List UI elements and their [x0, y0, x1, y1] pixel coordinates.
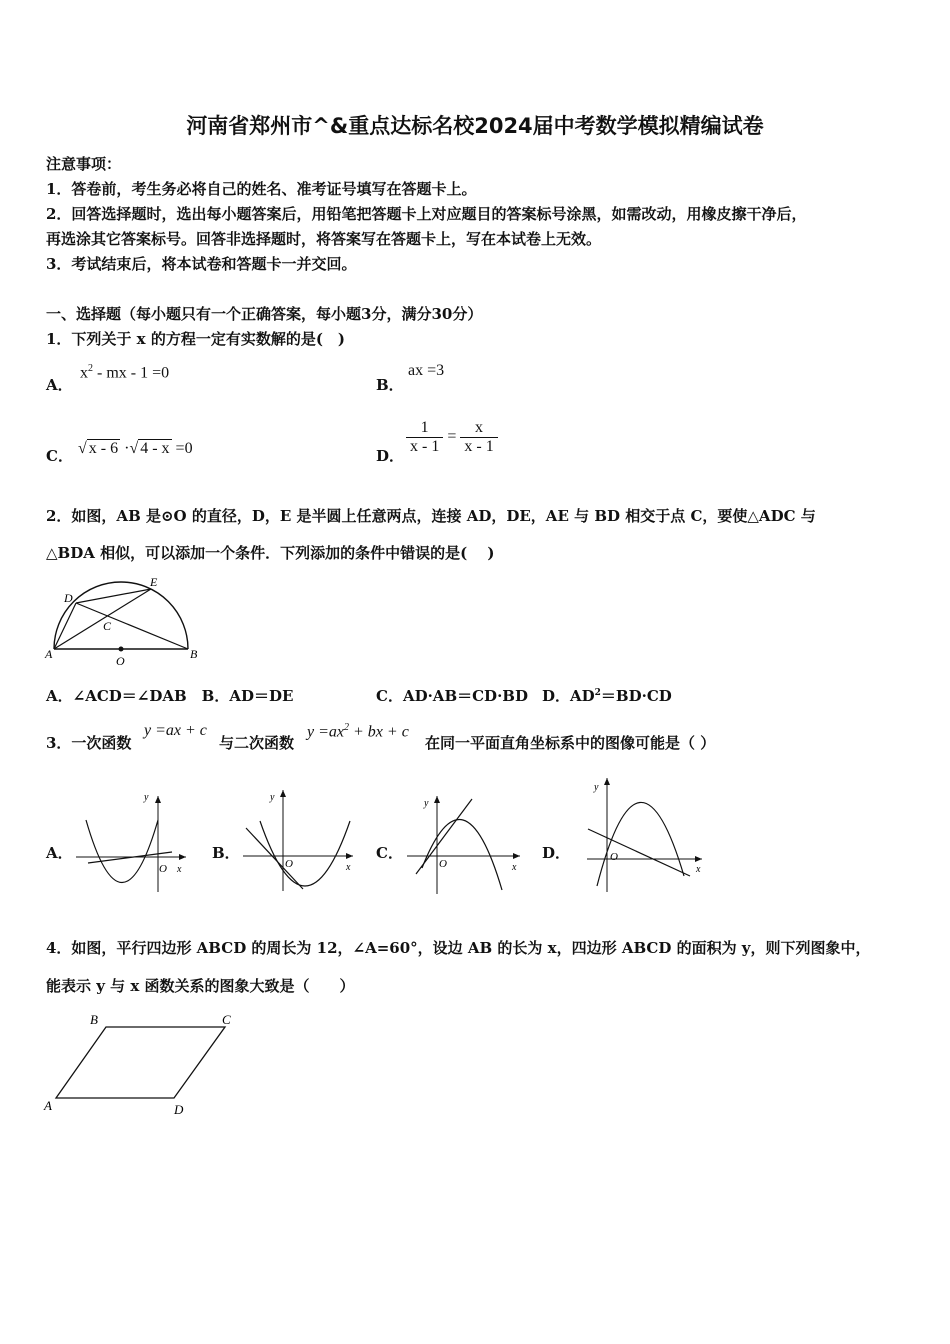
axis-label-y: y — [594, 782, 599, 793]
axis-label-y: y — [144, 792, 149, 803]
arrow-icon — [695, 856, 702, 862]
arrow-icon — [434, 796, 440, 803]
origin-label: O — [439, 858, 447, 870]
parabola — [260, 821, 350, 886]
point-label-c: C — [103, 619, 112, 633]
origin-label: O — [159, 863, 167, 875]
sqrt-sign-icon: √ — [78, 440, 87, 457]
q1-option-label: D． — [376, 447, 405, 465]
axis-label-y: y — [424, 798, 429, 809]
q2-d-sup: 2 — [594, 688, 601, 698]
q3-linear-function: y =ax + c — [144, 722, 207, 739]
arrow-icon — [280, 790, 286, 797]
origin-label: O — [285, 858, 293, 870]
fraction — [406, 419, 443, 456]
semicircle-arc — [54, 582, 188, 649]
q3-f2-sup: 2 — [344, 722, 349, 733]
denominator: x - 1 — [464, 438, 494, 455]
line-graph — [246, 828, 303, 889]
vertex-label-d: D — [174, 1102, 184, 1117]
notice-item: 1．答卷前，考生务必将自己的姓名、准考证号填写在答题卡上。 — [46, 180, 477, 198]
q2-d-text: ＝BD·CD — [600, 687, 672, 705]
axis-label-y: y — [270, 792, 275, 803]
q1-option-b: ax =3 — [408, 362, 445, 379]
q1-option-label: B． — [376, 376, 404, 394]
q1-a-rest: - mx - 1 =0 — [93, 364, 170, 382]
axis-label-x: x — [512, 862, 517, 873]
section-heading: 一、选择题（每小题只有一个正确答案，每小题3分，满分30分） — [46, 305, 483, 323]
q1-option-d — [406, 419, 498, 456]
q1-c-dot: · — [124, 440, 130, 457]
q2-semicircle-figure — [40, 574, 210, 670]
q4-stem-line: 4．如图，平行四边形 ABCD 的周长为 12，∠A=60°，设边 AB 的长为 x，四边形 ABCD 的面积为 y，则下列图象中， — [46, 939, 871, 957]
parallelogram-abcd — [56, 1027, 225, 1098]
q3-graph-d — [582, 774, 707, 894]
q1-stem: 1．下列关于 x 的方程一定有实数解的是( ) — [46, 330, 346, 348]
point-label-e: E — [150, 575, 158, 589]
q3-quadratic-function — [307, 722, 409, 741]
q3-option-label: A． — [46, 844, 73, 862]
q1-option-label: C． — [46, 447, 73, 465]
q1-option-label: A． — [46, 376, 73, 394]
notice-item: 再选涂其它答案标号。回答非选择题时，将答案写在答题卡上，写在本试卷上无效。 — [46, 230, 602, 248]
vertex-label-b: B — [90, 1012, 98, 1027]
q2-d-text: D．AD — [542, 687, 595, 705]
parabola — [86, 820, 158, 883]
point-label-a: A — [45, 647, 53, 661]
axis-label-x: x — [177, 864, 182, 875]
q3-option-label: D． — [542, 844, 571, 862]
q1-a-exp: 2 — [88, 363, 93, 374]
denominator: x - 1 — [410, 438, 440, 455]
axis-label-x: x — [696, 864, 701, 875]
q3-option-label: C． — [376, 844, 403, 862]
vertex-label-c: C — [222, 1012, 231, 1027]
numerator: x — [460, 419, 497, 438]
q2-stem-line: △BDA 相似，可以添加一个条件．下列添加的条件中错误的是( ) — [46, 544, 495, 562]
q3-graph-b — [238, 786, 358, 896]
q1-a-base: x — [80, 364, 88, 382]
q2-option-d — [542, 685, 672, 706]
fraction — [460, 419, 497, 456]
numerator: 1 — [406, 419, 443, 438]
notice-item: 2．回答选择题时，选出每小题答案后，用铅笔把答题卡上对应题目的答案标号涂黑，如需改动，用橡皮擦干净后， — [46, 205, 807, 223]
page-title: 河南省郑州市^&重点达标名校2024届中考数学模拟精编试卷 — [186, 114, 764, 138]
q3-f2-part: + bx + c — [349, 723, 409, 741]
q2-stem-line: 2．如图，AB 是⊙O 的直径，D，E 是半圆上任意两点，连接 AD，DE，AE 与 BD 相交于点 C，要使△ADC 与 — [46, 507, 816, 525]
arrow-icon — [604, 778, 610, 785]
q1-option-a — [80, 363, 169, 382]
line-graph — [588, 829, 690, 876]
q3-stem-part: 与二次函数 — [219, 734, 295, 752]
arrow-icon — [155, 796, 161, 803]
q1-option-c — [78, 440, 193, 458]
parabola — [422, 819, 502, 890]
parabola — [597, 802, 684, 886]
point-label-o: O — [116, 654, 125, 668]
notice-heading: 注意事项： — [46, 155, 122, 173]
equals-sign: = — [447, 428, 457, 446]
arrow-icon — [513, 853, 520, 859]
vertex-label-a: A — [44, 1098, 52, 1113]
q1-c-rest: =0 — [171, 440, 193, 457]
origin-label: O — [610, 851, 618, 863]
point-label-d: D — [64, 591, 73, 605]
notice-item: 3．考试结束后，将本试卷和答题卡一并交回。 — [46, 255, 357, 273]
point-label-b: B — [190, 647, 198, 661]
q2-option-c: C．AD·AB＝CD·BD — [376, 687, 528, 705]
arrow-icon — [346, 853, 353, 859]
axis-label-x: x — [346, 862, 351, 873]
sqrt-sign-icon: √ — [129, 440, 139, 457]
q3-stem-part: 3．一次函数 — [46, 734, 132, 752]
arrow-icon — [179, 854, 186, 860]
q1-c-radicand: 4 - x — [140, 440, 170, 457]
q3-graph-a — [76, 790, 196, 900]
q3-graph-c — [402, 786, 527, 896]
center-point-o — [119, 647, 124, 652]
q2-option-ab: A．∠ACD＝∠DAB B．AD＝DE — [46, 687, 294, 705]
q1-c-radicand: x - 6 — [88, 440, 119, 457]
q3-stem-part: 在同一平面直角坐标系中的图像可能是（ ） — [425, 734, 716, 752]
q3-option-label: B． — [212, 844, 240, 862]
q3-f2-part: y =ax — [307, 723, 344, 741]
q4-parallelogram-figure — [40, 1008, 240, 1118]
segment-bd — [76, 603, 188, 649]
q4-stem-line: 能表示 y 与 x 函数关系的图象大致是（ ） — [46, 977, 355, 995]
